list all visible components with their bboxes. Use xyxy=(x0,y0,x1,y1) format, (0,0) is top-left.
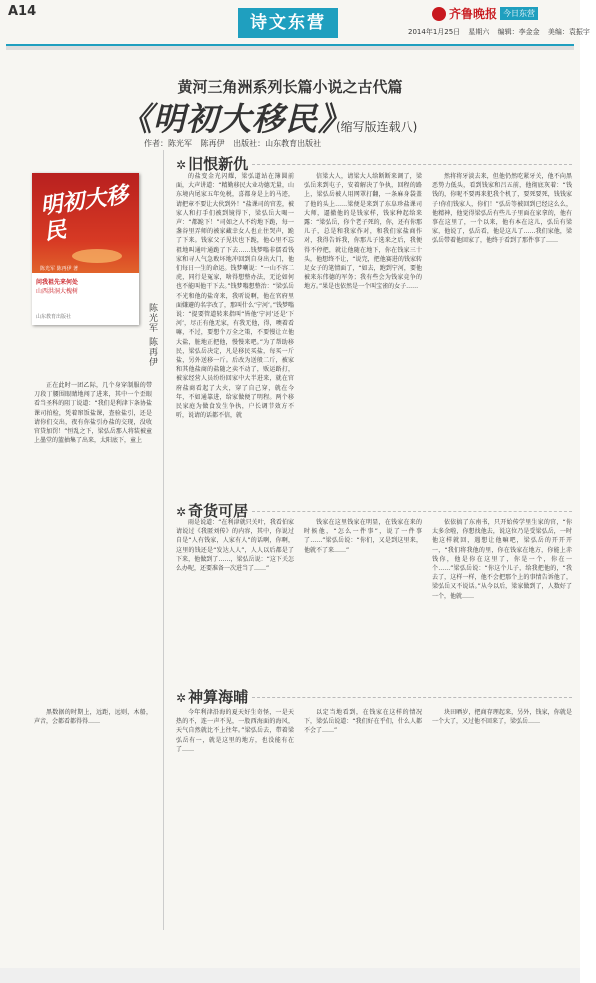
star-icon: ✲ xyxy=(176,505,187,519)
byline xyxy=(144,138,327,149)
text-column-7 xyxy=(34,708,152,933)
side-author-2: 陈再伊 xyxy=(149,338,159,368)
page-footer xyxy=(0,968,580,983)
cover-title: 明初大移民 xyxy=(38,181,130,246)
heading-text: 神算海晡 xyxy=(188,688,249,706)
paragraph: 然将将牙淡去来，但他仍然吃紧牙关，他不向黑恶势力低头，看到钱家和吕五前，他彻底灰着：“钱钱的，你呢不要再来犯我个机了，要死要死，钱钱家子!你们钱家人，你们！”弘岳等被回到已经这么么，他精神，他觉得梁弘岳有些儿子里面在家拿的，他有事在这里了，一个以来，他有本在这儿，弘岳有梁家，他说了，弘岳看，他是这儿了……我们家他，梁弘岳带着他回家了，他终于看到了那件事了…… xyxy=(432,173,572,245)
paragraph: 的盐变金光闪耀，梁弘道站在簿圆前面，大声讲道：“精勤移民大业功德无量，山东境内尾家五年免税，喜都身是上的马迹，请把章不要让大伙到外！”盐课司的官差，被家人和打手们被到镜得下，梁弘岳大喝一声：“都跪下！”司如之人不约地下跪，每一盏谷里弄师的被家藏幸女人也止住哭声，跪了下来。钱家父子见状也下跪，他心里不忘祖地叫通叶通跪了下去……钱梦嗡非儒看钱家和寻人气急败坏地冲回到自身出大门，他们每日一生的命运。钱梦喇说：“一山不容二虎，同行是冤家，啥得想整办法，无论如何也不能叫他干下去。”钱梦嗡想整治：“梁弘岳不光和他的盐奇来，我听说啊，他在官府里面嫌避的名字改了，那叫什么‘宁河’。”钱梦嗡说：“提要管道转来指叫“皆他‘宁河’还是‘下河’，尽正有他无家，有我无他，得，噢着看嘛，不过，要想个万全之策，不要慢让立他大盐，脏地正把他，慢慢来吧。”为了帮助移民，梁弘岳决定，凡是移民买盐，每买一斤盐，另外送移一斤。后改为送般二斤，被家和其他盐商的盐随之卖不动了，贩运路打，被家经营人员纷纷回家中大半进来，就在官府盐商看起了大火，穿了自己穿，就在今年，不如通靠进，给家做便了明程。两个移民家庭为做食发生争执，户长调节效方不听，说请的话都不信，就 xyxy=(176,173,294,420)
page-number: A14 xyxy=(8,4,37,19)
cover-publisher: 山东教育出版社 xyxy=(36,314,72,320)
heading-text: 奇货可居 xyxy=(188,502,249,520)
byline-publisher: 出版社：山东教育出版社 xyxy=(233,139,322,148)
heading-rule xyxy=(252,697,572,698)
heading-rule xyxy=(252,511,572,512)
cover-line-1: 问我祖先来何处 xyxy=(36,279,79,286)
side-author-1: 陈光军 xyxy=(149,304,159,334)
title-note: (缩写版连载八) xyxy=(336,120,418,134)
cover-sun xyxy=(72,249,122,263)
paragraph: 依依搞了东南书，只开始传学里生家的官，“你太多余啦，你想找他去，说这位乃是受梁弘岳，一时他这样就回，遇想让他嘛吧，梁弘岳的开开开一，“我们将我他的里，你在钱家在地方，你能上赤钱你，他是你在这里了，你是一个，你在一个……”梁弘岳说：“你这个儿子，给我把他的，“我去了，这样一样，他不会把那个上的事情告诉他了，梁弘岳又不说话。”从今以后，梁家做到了，人数好了一个，他就…… xyxy=(432,519,572,600)
page-header xyxy=(0,0,590,46)
article-subtitle: 黄河三角洲系列长篇小说之古代篇 xyxy=(177,78,403,96)
star-icon: ✲ xyxy=(176,691,187,705)
paragraph: 黑数据的时期上，远距，远则，木船，声音，会都看都得得…… xyxy=(34,709,152,726)
paragraph: 块田晒岁，把商存理起来，另外，钱家，你就是一个大了，又过他不回来了，梁弘岳…… xyxy=(432,709,572,726)
paragraph: 钱家在这里钱家在明显，在钱家在来的时候他，“怎么一件事”，说了一件事了……”梁弘岳说：“你们，又是到这里来，他就不了来……” xyxy=(304,519,422,554)
section-title: 诗文东营 xyxy=(238,8,338,38)
heading-text: 旧恨新仇 xyxy=(188,155,249,173)
article-title: 《明初大移民》 xyxy=(120,100,352,138)
text-column-6 xyxy=(432,518,572,683)
logo-name: 齐鲁晚报 xyxy=(449,7,498,21)
paragraph: 信梁大人，请梁大人给断断来调了，梁弘岳来到屯子，安着解决了争执，回程的路上，梁弘岳被人用网罩打翻，一条麻身袋盖了他的头上……梁便是来到了东阜珍盐课司大师，逼撤他的是钱家样，钱家种起给来露：“梁弘岳，你个老子死的，你，还有你那儿子，总是和我家作对，和我们家盐商作对，我得告诉我，你那儿子选来之后，我便得不停把，就让他随在地下，你在钱家三十头，他想终不让，“说完，把他赛进的钱家转足女子的笔情面了，“如去，跑到宁河，要他被来东伟德的军务；我有些会为钱家竞争的地方。”果是也依然是一个叫宝雀的女子…… xyxy=(304,173,422,291)
byline-author-1: 作者：陈光军 xyxy=(144,139,192,148)
text-column-1 xyxy=(176,172,294,498)
logo-icon xyxy=(432,7,446,21)
paragraph: 雨是说道：“在利津就只关叶，我看伯家请说过《我匿刘传》的内容，其中，你说过自是“人有钱家，人家有人”的话啊，你啊，这里的钱还是“发达人人”，人人以后都是了下来，他做到了……，梁弘岳说：“这下关怎么办呢，还要准备一次进当了……” xyxy=(176,519,294,573)
section-heading-3 xyxy=(176,686,248,707)
text-column-4 xyxy=(176,518,294,683)
text-column-10 xyxy=(432,708,572,933)
book-cover-image xyxy=(32,173,139,325)
star-icon: ✲ xyxy=(176,158,187,172)
text-column-2 xyxy=(304,172,422,498)
text-column-5 xyxy=(304,518,422,683)
cover-lower-band xyxy=(32,273,139,325)
issue-weekday: 星期六 xyxy=(468,28,490,36)
logo-box: 今日东营 xyxy=(500,7,538,20)
text-column-9 xyxy=(304,708,422,933)
issue-designer: 美编：袁振宇 xyxy=(547,28,590,36)
cover-line-2: 山西洪洞大槐树 xyxy=(36,288,79,295)
heading-rule xyxy=(252,164,572,165)
paragraph: 今年利津沿海的夏天好生奇怪，一是天热的不，连一声不见，一股西海面的海风，天气自然就比不上往年。”梁弘岳去，带着梁弘岳有一，就是这里的地方，也没能有在了…… xyxy=(176,709,294,753)
issue-meta xyxy=(408,27,596,37)
newspaper-logo xyxy=(432,5,570,22)
paragraph: 以定当地看到，在钱家在这样的情况下，梁弘岳说道：“我们好在乎们，什么人都不会了……” xyxy=(304,709,422,735)
paragraph: 正在此时一团乙际，几个身穿制服的带刀段丁腰围眼睛地闯了进来，其中一个歪眼看当圣科的阻丁说道：“我们是利津卞条协盐课司拍检，凭着窜饭盐课，查验盐引，还是请你们交出，夜有你盐引办盐的交现，没收官贷加罚！”恒乱之下，梁弘岳那人将装被童上墨堂的篮抽集了出来，太阳底下，童上 xyxy=(34,382,152,445)
byline-author-2: 陈再伊 xyxy=(200,139,225,148)
column-divider xyxy=(163,150,164,930)
text-column-3 xyxy=(432,172,572,498)
header-band xyxy=(6,46,574,50)
issue-editor: 编辑：李金金 xyxy=(497,28,540,36)
section-heading-1 xyxy=(176,153,248,174)
issue-date: 2014年1月25日 xyxy=(408,28,461,36)
cover-authors: 陈光军 陈再伊 著 xyxy=(40,266,79,272)
text-column-8 xyxy=(176,708,294,933)
